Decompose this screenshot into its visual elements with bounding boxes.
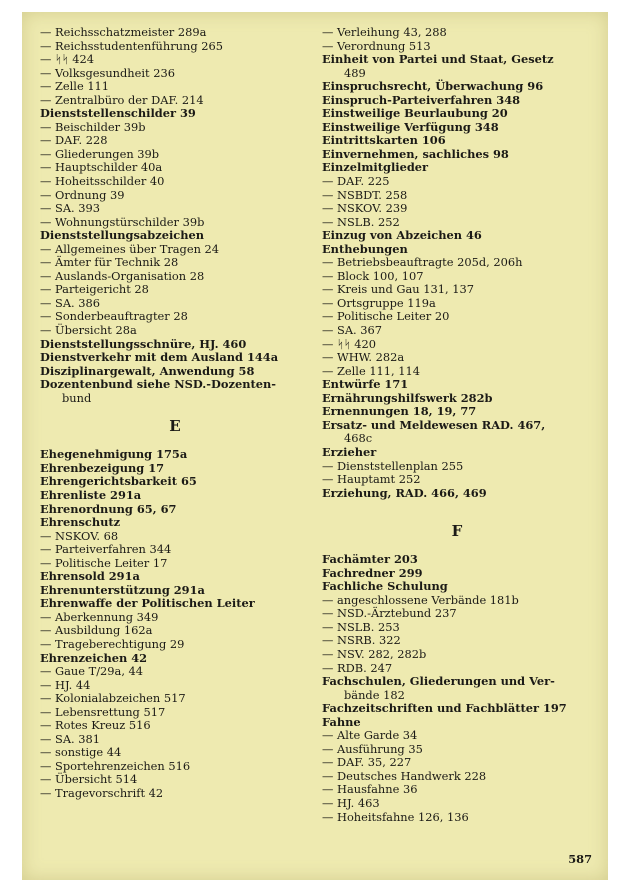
index-entry-sub: — RDB. 247 — [322, 660, 393, 675]
index-entry-sub: — Verordnung 513 — [322, 38, 431, 53]
index-entry-sub: — Tragevorschrift 42 — [40, 785, 164, 800]
index-entry-sub: — SA. 393 — [40, 201, 101, 216]
index-entry-sub: — Auslands-Organisation 28 — [40, 268, 205, 283]
index-entry-sub: — NSLB. 253 — [322, 619, 400, 634]
section-spacer — [322, 500, 592, 518]
index-entry-sub: — Zelle 111, 114 — [322, 363, 421, 378]
index-entry-main: Ernährungshilfswerk 282b — [322, 390, 493, 405]
index-entry-sub: — NSBDT. 258 — [322, 187, 408, 202]
index-entry-sub: — HJ. 44 — [40, 677, 91, 692]
index-entry-sub: — WHW. 282a — [322, 350, 405, 365]
index-entry-main: Ehrengerichtsbarkeit 65 — [40, 474, 197, 489]
index-entry-sub: 489 — [344, 65, 366, 80]
index-entry-main: Ehrenliste 291a — [40, 487, 142, 502]
index-entry-sub: — NSLB. 252 — [322, 214, 400, 229]
index-entry-sub: — Ordnung 39 — [40, 187, 125, 202]
index-entry-sub: — Sportehrenzeichen 516 — [40, 758, 191, 773]
index-entry-main: Dienstverkehr mit dem Ausland 144a — [40, 350, 279, 365]
index-entry-sub: bände 182 — [344, 687, 405, 702]
index-entry-sub: — Reichsstudentenführung 265 — [40, 38, 223, 53]
index-entry-sub: — Gaue T/29a, 44 — [40, 664, 144, 679]
index-column-left — [40, 26, 310, 801]
section-spacer — [40, 405, 310, 413]
index-entry-main: Ehrenordnung 65, 67 — [40, 501, 177, 516]
index-entry-sub: — Wohnungstürschilder 39b — [40, 214, 205, 229]
index-entry-sub: 468c — [344, 431, 373, 446]
index-entry-sub: — Kolonialabzeichen 517 — [40, 691, 186, 706]
index-entry-sub: — Reichsschatzmeister 289a — [40, 25, 207, 39]
index-page — [22, 12, 608, 880]
section-letter: F — [451, 522, 463, 541]
section-letter: E — [169, 417, 181, 436]
index-entry-sub: — Übersicht 28a — [40, 323, 137, 338]
index-entry-sub: — Trageberechtigung 29 — [40, 636, 185, 651]
index-entry-sub: — Zelle 111 — [40, 79, 110, 94]
index-entry-sub: — DAF. 35, 227 — [322, 755, 412, 770]
index-entry-main: Dienststellungsschnüre, HJ. 460 — [40, 336, 247, 351]
index-entry-main: Entwürfe 171 — [322, 377, 409, 392]
index-entry-sub: — NSRB. 322 — [322, 633, 401, 648]
index-entry-main: Enthebungen — [322, 241, 408, 256]
index-entry-sub: — Parteiverfahren 344 — [40, 542, 172, 557]
index-entry-sub: — Parteigericht 28 — [40, 282, 149, 297]
index-entry-main: Ehrenunterstützung 291a — [40, 582, 205, 597]
index-entry-sub: — DAF. 225 — [322, 174, 390, 189]
index-entry-main: Fachzeitschriften und Fachblätter 197 — [322, 701, 567, 716]
index-entry-main: Eintrittskarten 106 — [322, 133, 446, 148]
index-entry-main: Dozentenbund siehe NSD.-Dozenten- — [40, 377, 276, 392]
index-entry-sub: — Rotes Kreuz 516 — [40, 718, 151, 733]
index-entry-main: Einzelmitglieder — [322, 160, 429, 175]
index-entry-sub: — Ausbildung 162a — [40, 623, 153, 638]
index-entry-main: Einvernehmen, sachliches 98 — [322, 146, 509, 161]
index-entry-sub: — NSKOV. 68 — [40, 528, 119, 543]
index-entry-sub: — NSKOV. 239 — [322, 201, 408, 216]
index-entry-sub: — Politische Leiter 17 — [40, 555, 168, 570]
index-entry-main: Ehegenehmigung 175a — [40, 447, 188, 462]
index-entry-sub: — DAF. 228 — [40, 133, 108, 148]
index-entry-main: Fachämter 203 — [322, 552, 418, 567]
index-entry-sub: — Allgemeines über Tragen 24 — [40, 241, 220, 256]
index-entry-main: Ernennungen 18, 19, 77 — [322, 404, 477, 419]
index-entry-sub: — SA. 367 — [322, 323, 383, 338]
index-entry-main: Ehrenschutz — [40, 515, 121, 530]
index-entry-main: Einspruch-Parteiverfahren 348 — [322, 92, 521, 107]
index-entry-sub: bund — [62, 390, 92, 405]
index-entry-sub: — angeschlossene Verbände 181b — [322, 592, 519, 607]
index-entry-sub: — Ortsgruppe 119a — [322, 295, 436, 310]
index-entry-sub: — Politische Leiter 20 — [322, 309, 450, 324]
index-entry-main: Einzug von Abzeichen 46 — [322, 228, 482, 243]
index-entry-sub: — Volksgesundheit 236 — [40, 65, 175, 80]
index-entry-main: Ehrenwaffe der Politischen Leiter — [40, 596, 255, 611]
index-entry-main: Fachschulen, Gliederungen und Ver- — [322, 674, 555, 689]
index-entry-main: Fachliche Schulung — [322, 579, 448, 594]
index-entry-sub: — Beischilder 39b — [40, 119, 146, 134]
index-entry-sub: — Block 100, 107 — [322, 268, 424, 283]
index-entry-sub: — SA. 386 — [40, 295, 101, 310]
index-entry-sub: — ᛋᛋ 424 — [40, 52, 95, 67]
index-entry-sub: — Zentralbüro der DAF. 214 — [40, 92, 204, 107]
index-entry-main: Einheit von Partei und Staat, Gesetz — [322, 52, 554, 67]
index-entry-main: Erziehung, RAD. 466, 469 — [322, 485, 487, 500]
index-entry-sub: — Hauptamt 252 — [322, 472, 421, 487]
index-entry-main: Ersatz- und Meldewesen RAD. 467, — [322, 417, 546, 432]
index-entry-main: Einstweilige Beurlaubung 20 — [322, 106, 508, 121]
index-entry-main: Einstweilige Verfügung 348 — [322, 119, 499, 134]
index-entry-sub: — ᛋᛋ 420 — [322, 336, 377, 351]
index-column-right — [322, 26, 592, 824]
index-entry-sub: — Hoheitsschilder 40 — [40, 174, 165, 189]
index-entry-sub: — Deutsches Handwerk 228 — [322, 768, 487, 783]
index-entry-sub: — HJ. 463 — [322, 795, 380, 810]
index-entry-sub: — SA. 381 — [40, 731, 101, 746]
index-entry-sub: — NSD.-Ärztebund 237 — [322, 606, 457, 621]
index-entry-main: Einspruchsrecht, Überwachung 96 — [322, 79, 544, 94]
index-entry-sub: — Verleihung 43, 288 — [322, 25, 447, 39]
index-entry-sub: — Hausfahne 36 — [322, 782, 418, 797]
index-entry-main: Ehrenbezeigung 17 — [40, 460, 165, 475]
index-entry-sub: — Hauptschilder 40a — [40, 160, 163, 175]
index-entry-main: Fahne — [322, 714, 361, 729]
index-entry-sub: — Alte Garde 34 — [322, 728, 418, 743]
index-entry-sub: — Kreis und Gau 131, 137 — [322, 282, 474, 297]
index-entry-main: Ehrenzeichen 42 — [40, 650, 148, 665]
index-entry-sub: — Gliederungen 39b — [40, 146, 160, 161]
index-entry-sub: — Hoheitsfahne 126, 136 — [322, 809, 469, 824]
index-entry-sub: — Aberkennung 349 — [40, 609, 159, 624]
index-entry-main: Fachredner 299 — [322, 565, 423, 580]
index-entry-main: Ehrensold 291a — [40, 569, 140, 584]
index-entry-main: Erzieher — [322, 444, 377, 459]
index-entry-sub: — Ausführung 35 — [322, 741, 423, 756]
index-entry-main: Disziplinargewalt, Anwendung 58 — [40, 363, 255, 378]
index-entry-sub: — Sonderbeauftragter 28 — [40, 309, 188, 324]
index-entry-sub: — Übersicht 514 — [40, 772, 138, 787]
index-entry-sub: — Dienststellenplan 255 — [322, 458, 464, 473]
index-entry-sub: — NSV. 282, 282b — [322, 646, 427, 661]
index-entry-main: Dienststellenschilder 39 — [40, 106, 196, 121]
index-entry-sub: — Lebensrettung 517 — [40, 704, 166, 719]
index-entry-sub: — sonstige 44 — [40, 745, 122, 760]
index-entry-sub: — Betriebsbeauftragte 205d, 206h — [322, 255, 523, 270]
index-entry-main: Dienststellungsabzeichen — [40, 228, 205, 243]
page-number: 587 — [568, 852, 592, 866]
index-entry-sub: — Ämter für Technik 28 — [40, 255, 179, 270]
